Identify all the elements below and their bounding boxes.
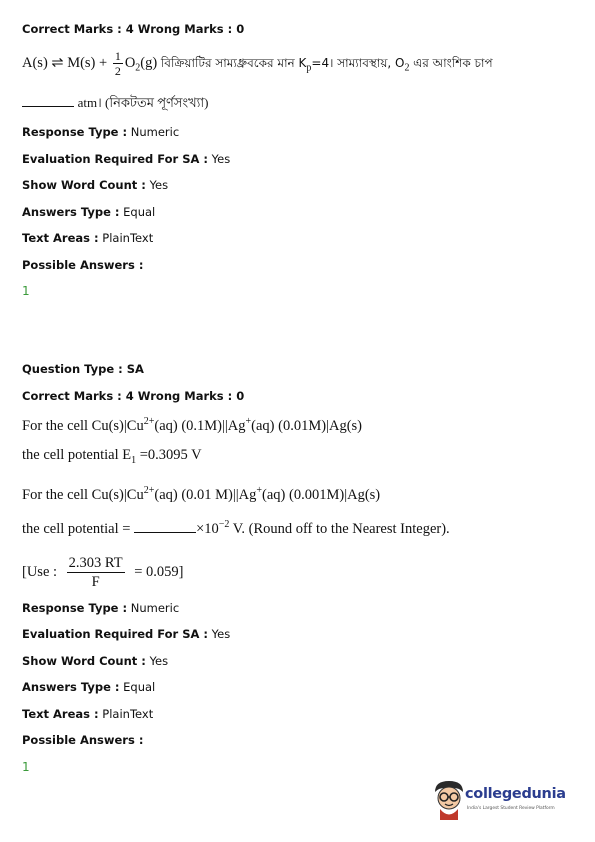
show-word-count: Show Word Count : Yes	[22, 653, 169, 668]
question-2	[22, 362, 573, 774]
response-type: Response Type : Numeric	[22, 600, 180, 615]
question-line-2: the cell potential $E_1 =0.3095$ V	[22, 447, 202, 467]
fraction: $\frac{2.303 RT}{F}$	[68, 554, 123, 590]
marks-line: Correct Marks : 4 Wrong Marks : 0	[22, 388, 245, 403]
brand-name: collegedunia	[465, 786, 566, 802]
possible-answers-label: Possible Answers :	[22, 733, 144, 748]
answer-blank	[134, 532, 196, 533]
possible-answers-label: Possible Answers :	[22, 257, 144, 272]
use-formula: [Use : $\frac{2.303 RT}{F}$ = 0.059]	[22, 554, 184, 590]
question-text: A(s) ⇌ M(s) + $\frac{1}{2}$ $O_2(g)$ বিক্রিয়াটির সাম্যধ্রুবকের মান $K_p=4।$ সাম্যাবস্থায়, $O_2$ এর আংশিক চাপ	[22, 48, 493, 78]
fraction: $\frac{1}{2}$	[114, 48, 121, 78]
text-areas: Text Areas : PlainText	[22, 231, 154, 246]
text-areas: Text Areas : PlainText	[22, 706, 154, 721]
question-text-line-2: atm। (নিকটতম পূর্ণসংখ্যা)	[22, 93, 573, 113]
evaluation-required: Evaluation Required For SA : Yes	[22, 627, 231, 642]
possible-answer-value: 1	[22, 759, 30, 774]
collegedunia-logo	[429, 778, 579, 820]
question-line-1: For the cell $Cu(s)|Cu^{2+}(aq)$ (0.1M)||Ag+(aq) (0.01M)|Ag(s)	[22, 415, 362, 434]
answer-blank	[22, 106, 74, 107]
question-type: Question Type : SA	[22, 362, 144, 376]
brand-tagline: India's Largest Student Review Platform	[467, 806, 555, 811]
question-line-3: For the cell $Cu(s)|Cu^{2+}(aq)$ (0.01 M)||Ag+(aq) (0.001M)|Ag(s)	[22, 485, 381, 504]
answers-type: Answers Type : Equal	[22, 204, 156, 219]
evaluation-required: Evaluation Required For SA : Yes	[22, 151, 231, 166]
possible-answer-value: 1	[22, 284, 30, 299]
mascot-icon	[429, 778, 469, 820]
question-line-4: the cell potential = $\times 10^{-2}$ V. (Round off to the Nearest Integer).	[22, 519, 450, 537]
answers-type: Answers Type : Equal	[22, 680, 156, 695]
question-1	[22, 22, 573, 298]
equilibrium-arrow: ⇌	[51, 54, 64, 71]
response-type: Response Type : Numeric	[22, 125, 180, 140]
show-word-count: Show Word Count : Yes	[22, 178, 169, 193]
marks-line: Correct Marks : 4 Wrong Marks : 0	[22, 22, 245, 36]
